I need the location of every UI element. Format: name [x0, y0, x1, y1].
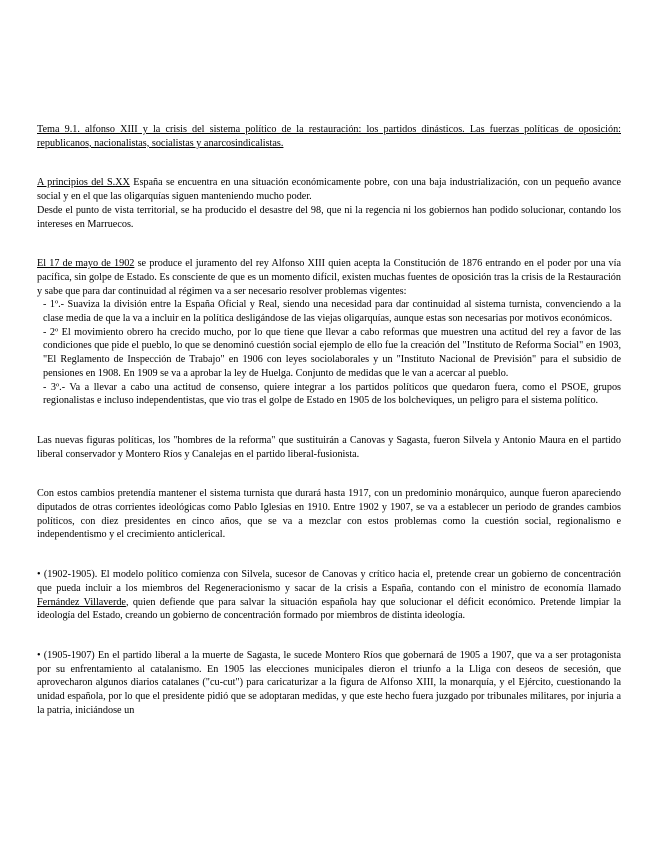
intro-lead: A principios del S.XX	[37, 177, 130, 189]
reign-paragraph	[37, 257, 621, 298]
intro-paragraph-2: Desde el punto de vista territorial, se ha producido el desastre del 98, que ni la regencia ni los gobiernos han podido solucionar, contando los intereses en Marruecos.	[37, 204, 621, 230]
montero-rios-paragraph: • (1905-1907) En el partido liberal a la muerte de Sagasta, le sucede Montero Ríos que gobernará de 1905 a 1907, que va a ser protagonista por su enfrentamiento al catalanismo. En 1905 las elecciones municipales dieron el triunfo a la Lliga con deseos de secesión, que aprovecharon algunos diarios catalanes ("cu-cut") para caricaturizar a la figura de Alfonso XIII, la monarquía, y el Ejército, cuestionando la unidad española, por lo que el presidente pidió que se adoptaran medidas, y que este hecho fuera juzgado por tribunales militares, por injuria a la patria, iniciándose un	[37, 649, 621, 716]
reign-section	[37, 257, 621, 408]
problem-item-1: - 1º.- Suaviza la división entre la España Oficial y Real, siendo una necesidad para dar continuidad al sistema turnista, convenciendo a la clase media de que la va a incluir en la política desligándose de las viejas oligarquías, aunque estas son necesarias por motivos económicos.	[43, 299, 621, 325]
problem-item-2: - 2º El movimiento obrero ha crecido mucho, por lo que tiene que llevar a cabo reformas que muestren una actitud del rey a favor de las condiciones que pide el pueblo, lo que se denominó cuestión social ejemplo de ello fue la creación del "Instituto de Reforma Social" en 1903, "El Reglamento de Inspección de Trabajo" en 1906 con leyes sociolaborales y un "Instituto Nacional de Previsión" para el subsidio de pensiones en 1908. En 1909 se va a aprobar la ley de Huelga. Conjunto de medidas que le van a acercar al pueblo.	[43, 326, 621, 379]
intro-section	[37, 176, 621, 231]
minister-name: Fernández Villaverde	[37, 596, 126, 608]
reign-text: se produce el juramento del rey Alfonso XIII quien acepta la Constitución de 1876 entrando en el poder por una vía pacífica, sin golpe de Estado. Es consciente de que es un momento difícil, existen muchas fuentes de oposición tras la crisis de la Restauración y sabe que para dar continuidad al régimen va a ser necesario resolver problemas vigentes:	[37, 258, 621, 297]
silvela-paragraph	[37, 568, 621, 623]
intro-paragraph	[37, 176, 621, 203]
document-title: Tema 9.1. alfonso XIII y la crisis del sistema político de la restauración: los partidos dinásticos. Las fuerzas políticas de oposición: republicanos, nacionalistas, socialistas y anarcosindicalistas.	[37, 124, 621, 149]
problem-item-3: - 3º.- Va a llevar a cabo una actitud de consenso, quiere integrar a los partidos políticos que quedaron fuera, como el PSOE, grupos regionalistas e incluso independentistas, que vio tras el golpe de Estado en 1905 de los bolcheviques, un peligro para el sistema político.	[43, 381, 621, 407]
new-figures-paragraph: Las nuevas figuras políticas, los "hombres de la reforma" que sustituirán a Canovas y Sagasta, fueron Silvela y Antonio Maura en el partido liberal conservador y Montero Ríos y Canalejas en el partido liberal-fusionista.	[37, 434, 621, 460]
intro-text: España se encuentra en una situación económicamente pobre, con una baja industrialización, con un pequeño avance social y en el que las oligarquías siguen manteniendo mucho poder.	[37, 177, 621, 203]
turnista-paragraph: Con estos cambios pretendía mantener el sistema turnista que durará hasta 1917, con un predominio monárquico, aunque fueron apareciendo diputados de otras corrientes ideológicas como Pablo Iglesias en 1910. Entre 1902 y 1907, se va a establecer un periodo de grandes cambios políticos, con diez presidentes en cinco años, que se va a mezclar con estos problemas como la cuestión social, regionalismo e independentismo y el crecimiento anticlerical.	[37, 488, 621, 541]
reign-lead-date: El 17 de mayo de 1902	[37, 258, 135, 270]
silvela-text-end: , quien defiende que para salvar la situación española hay que solucionar el déficit económico. Pretende limpiar la ideología del Estado, creando un gobierno de concentración formado por miembros de distinta ideología.	[37, 596, 621, 622]
silvela-text-start: • (1902-1905). El modelo político comienza con Silvela, sucesor de Canovas y crítico hacia el, pretende crear un gobierno de concentración que pueda incluir a los miembros del Regeneracionismo y sacar de la crisis a España, contando con el ministro de economía llamado	[37, 569, 621, 594]
